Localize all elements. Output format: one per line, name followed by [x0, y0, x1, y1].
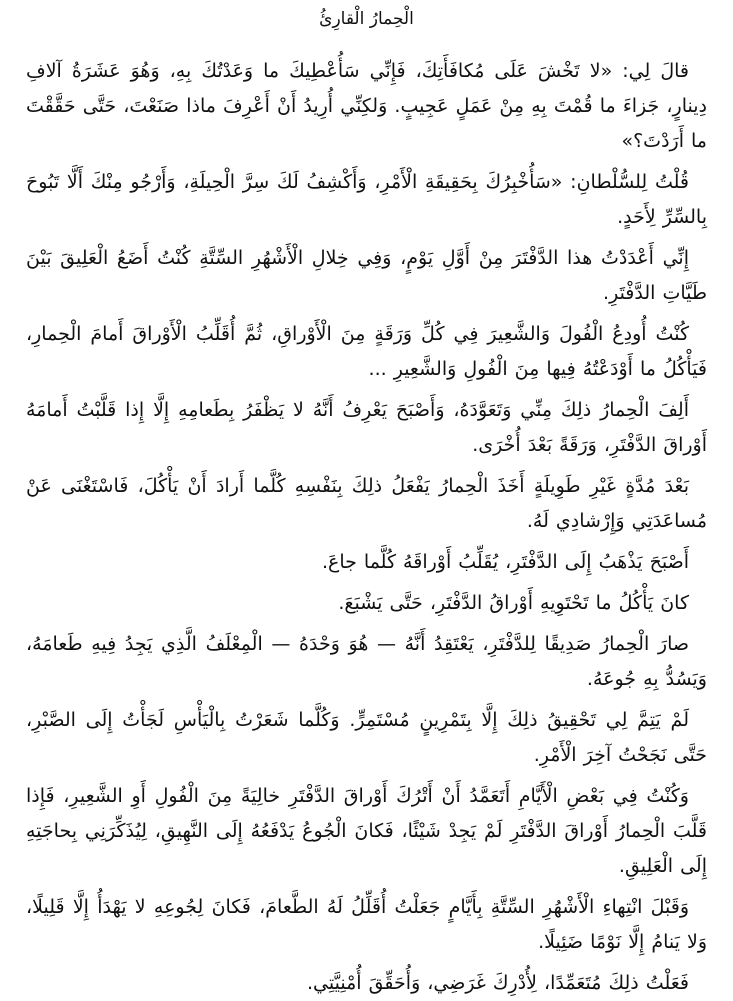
paragraph-9: صارَ الْحِمارُ صَدِيقًا لِلدَّفْتَرِ، يَعْتَقِدُ أَنَّهُ — هُوَ وَحْدَهُ — الْمِعْلَفُ الَّذِي يَجِدُ فِيهِ طَعامَهُ، وَيَسُدُّ بِهِ جُوعَهُ.	[26, 633, 707, 690]
paragraph-10: لَمْ يَتِمَّ لِي تَحْقِيقُ ذلِكَ إِلَّا بِتَمْرِينٍ مُسْتَمِرٍّ. وَكُلَّما شَعَرْتُ بِالْيَأْسِ لَجَأْتُ إِلَى الصَّبْرِ، حَتَّى نَجَحْتُ آخِرَ الْأَمْرِ.	[26, 709, 707, 766]
paragraph-11: وَكُنْتُ فِي بَعْضِ الْأَيَّامِ أَتَعَمَّدُ أَنْ أَتْرُكَ أَوْراقَ الدَّفْتَرِ خالِيَةً مِنَ الْفُولِ أَوِ الشَّعِيرِ، فَإِذا قَلَّبَ الْحِمارُ أَوْراقَ الدَّفْتَرِ لَمْ يَجِدْ شَيْئًا، فَكانَ الْجُوعُ يَدْفَعُهُ إِلَى النَّهِيقِ، لِيُذَكِّرَنِي بِحاجَتِهِ إِلَى الْعَلِيقِ.	[26, 785, 707, 877]
paragraph-3: إِنِّي أَعْدَدْتُ هذا الدَّفْتَرَ مِنْ أَوَّلِ يَوْمٍ، وَفِي خِلالِ الْأَشْهُرِ السِّتَّةِ كُنْتُ أَضَعُ الْعَلِيقَ بَيْنَ طَيَّاتِ الدَّفْتَرِ.	[26, 247, 707, 304]
paragraph-13: فَعَلْتُ ذلِكَ مُتَعَمِّدًا، لِأُدْرِكَ غَرَضِي، وَأُحَقِّقَ أُمْنِيَّتِي.	[307, 972, 689, 994]
paragraph-8: كانَ يَأْكُلُ ما تَحْتَوِيهِ أَوْراقُ الدَّفْتَرِ، حَتَّى يَشْبَعَ.	[338, 592, 689, 614]
paragraph-5: أَلِفَ الْحِمارُ ذلِكَ مِنِّي وَتَعَوَّدَهُ، وَأَصْبَحَ يَعْرِفُ أَنَّهُ لا يَظْفَرُ بِطَعامِهِ إِلَّا إِذا قَلَّبْتُ أَمامَهُ أَوْراقَ الدَّفْتَرِ، وَرَقَةً بَعْدَ أُخْرَى.	[26, 399, 707, 456]
paragraph-7: أَصْبَحَ يَذْهَبُ إِلَى الدَّفْتَرِ، يُقَلِّبُ أَوْراقَهُ كُلَّما جاعَ.	[321, 551, 689, 573]
paragraph-2: قُلْتُ لِلسُّلْطانِ: «سَأُخْبِرُكَ بِحَقِيقَةِ الْأَمْرِ، وَأَكْشِفُ لَكَ سِرَّ الْحِيلَةِ، وَأَرْجُو مِنْكَ أَلَّا تَبُوحَ بِالسِّرِّ لِأَحَدٍ.	[26, 171, 707, 228]
paragraph-4: كُنْتُ أُودِعُ الْفُولَ وَالشَّعِيرَ فِي كُلِّ وَرَقَةٍ مِنَ الْأَوْراقِ، ثُمَّ أُقَلِّبُ الْأَوْراقَ أَمامَ الْحِمارِ، فَيَأْكُلُ ما أَوْدَعْتُهُ فِيها مِنَ الْفُولِ وَالشَّعِيرِ ...	[26, 323, 707, 380]
paragraph-12: وَقَبْلَ انْتِهاءِ الْأَشْهُرِ السِّتَّةِ بِأَيَّامٍ جَعَلْتُ أُقَلِّلُ لَهُ الطَّعامَ، فَكانَ لِجُوعِهِ لا يَهْدَأُ إِلَّا قَلِيلًا، وَلا يَنامُ إِلَّا نَوْمًا ضَئِيلًا.	[26, 896, 707, 953]
paragraph-6: بَعْدَ مُدَّةٍ غَيْرِ طَوِيلَةٍ أَخَذَ الْحِمارُ يَفْعَلُ ذلِكَ بِنَفْسِهِ كُلَّما أَرادَ أَنْ يَأْكُلَ، فَاسْتَغْنَى عَنْ مُساعَدَتِي وَإِرْشادِي لَهُ.	[26, 475, 707, 532]
page-title: الْحِمارُ الْقارِئُ	[319, 9, 414, 29]
paragraph-1: قالَ لِي: «لا تَخْشَ عَلَى مُكافَأَتِكَ، فَإِنِّي سَأُعْطِيكَ ما وَعَدْتُكَ بِهِ، وَهُوَ عَشَرَةُ آلافِ دِينارٍ، جَزاءَ ما قُمْتَ بِهِ مِنْ عَمَلٍ عَجِيبٍ. وَلكِنِّي أُرِيدُ أَنْ أَعْرِفَ ماذا صَنَعْتَ، حَتَّى حَقَّقْتَ ما أَرَدْتَ؟»	[26, 60, 707, 152]
